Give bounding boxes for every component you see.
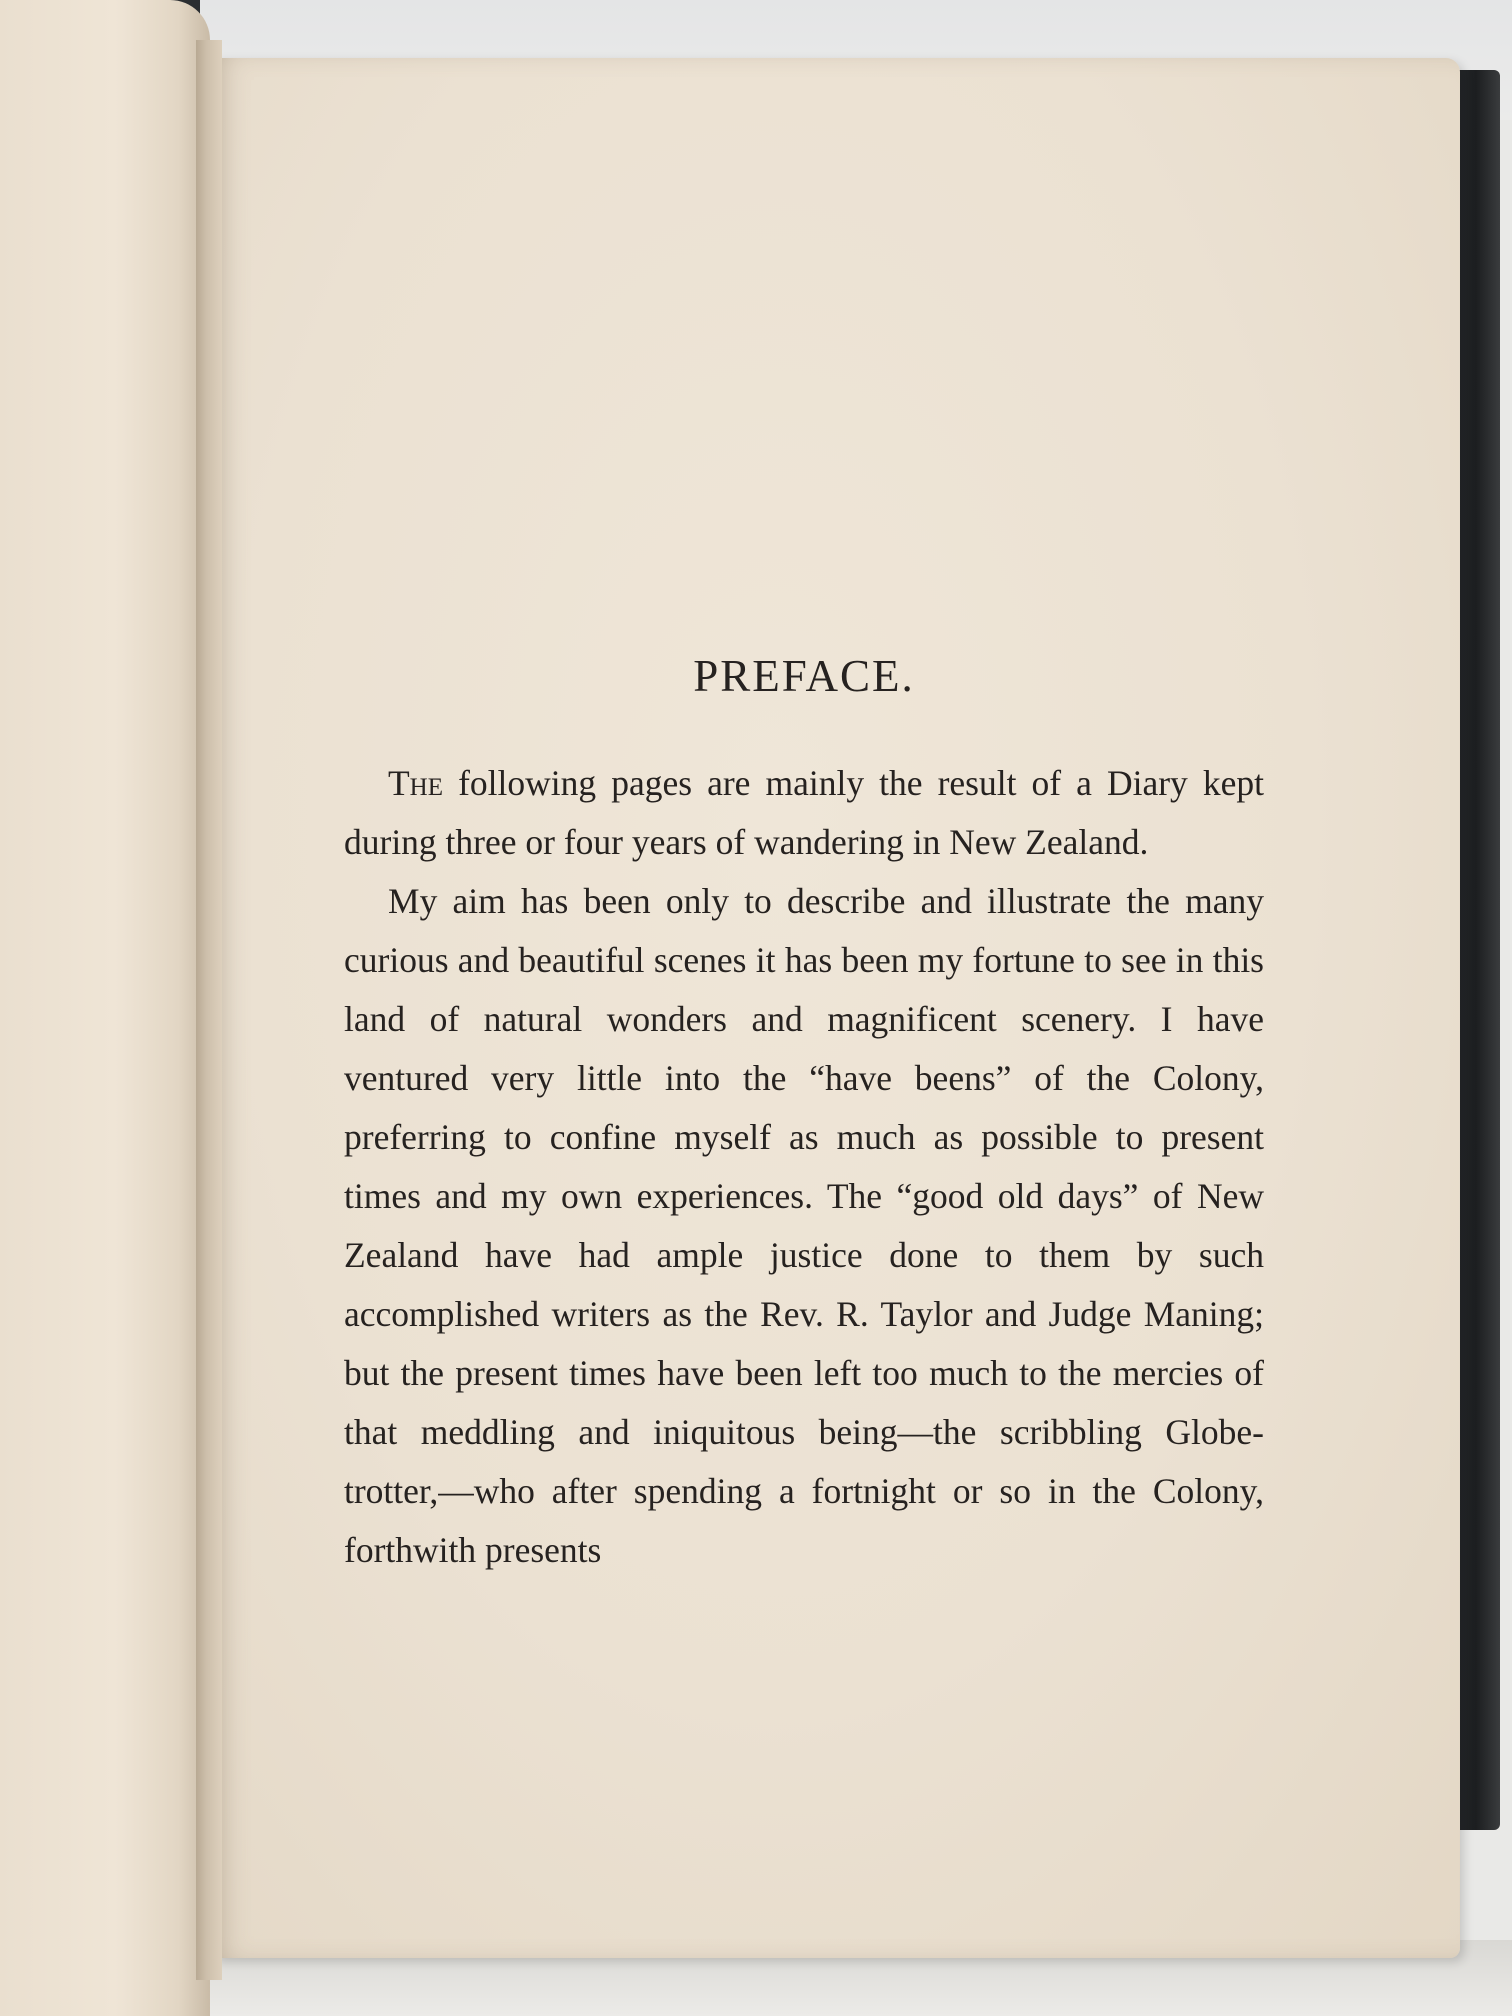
paragraph-1-text: following pages are mainly the result of a Diary kept during three or four years of wandering in New Zealand. xyxy=(344,763,1264,862)
book-gutter xyxy=(196,40,222,1980)
page-text xyxy=(344,650,1264,1580)
left-page xyxy=(0,0,210,2016)
page-heading: PREFACE. xyxy=(693,651,915,701)
paragraph-1 xyxy=(344,754,1264,872)
paragraph-lead-word: The xyxy=(388,763,444,803)
paragraph-2: My aim has been only to describe and illustrate the many curious and beautiful scenes it has been my fortune to see in this land of natural wonders and magnificent scenery. I have ventured very little into the “have beens” of the Colony, preferring to confine myself as much as possible to present times and my own experiences. The “good old days” of New Zealand have had ample justice done to them by such accomplished writers as the Rev. R. Taylor and Judge Maning; but the present times have been left too much to the mercies of that meddling and iniquitous being—the scribbling Globe-trotter,—who after spending a fortnight or so in the Colony, forthwith presents xyxy=(344,881,1264,1570)
